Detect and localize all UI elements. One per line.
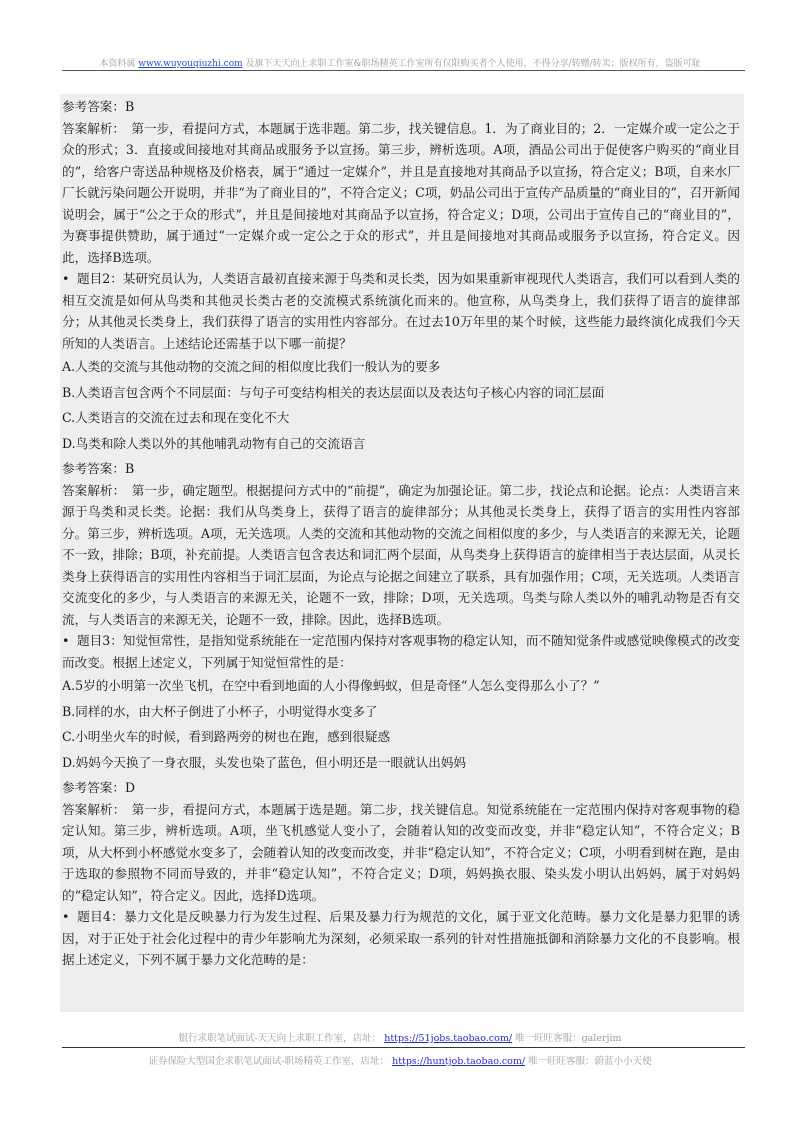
- header-divider: [62, 70, 745, 71]
- header-site-link[interactable]: www.wuyouqiuzhi.com: [138, 59, 243, 69]
- q4-stem: • 题目4：暴力文化是反映暴力行为发生过程、后果及暴力行为规范的文化，属于亚文化范畴。暴力文化是暴力犯罪的诱因，对于正处于社会化过程中的青少年影响尤为深刻，必须采取一系列的针对性措施抵御和消除暴力文化的不良影响。根据上述定义，下列不属于暴力文化范畴的是：: [62, 906, 740, 971]
- bullet-icon: •: [62, 271, 70, 286]
- q3-analysis: 答案解析： 第一步，看提问方式，本题属于选是题。第二步，找关键信息。知觉系统能在一定范围内保持对客观事物的稳定认知。第三步，辨析选项。A项，坐飞机感觉人变小了，会随着认知的改变而改变，并非“稳定认知”，不符合定义；B项，从大杯到小杯感觉水变多了，会随着认知的改变而改变，并非“稳定认知”，不符合定义；C项，小明看到树在跑，是由于选取的参照物不同而导致的，并非“稳定认知”，不符合定义；D项，妈妈换衣服、染头发小明认出妈妈，属于对妈妈的“稳定认知”，符合定义。因此，选择D选项。: [62, 801, 740, 903]
- footer-shop1-label: 银行求职笔试面试-天天向上求职工作室，店址：: [178, 1033, 382, 1044]
- q3-stem: • 题目3：知觉恒常性，是指知觉系统能在一定范围内保持对客观事物的稳定认知，而不随知觉条件或感觉映像模式的改变而改变。根据上述定义，下列属于知觉恒常性的是：: [62, 630, 740, 673]
- q3-option-b: B.同样的水，由大杯子倒进了小杯子，小明觉得水变多了: [62, 703, 378, 719]
- page-header: [0, 56, 800, 69]
- q2-option-d: D.鸟类和除人类以外的其他哺乳动物有自己的交流语言: [62, 435, 366, 451]
- footer-shop2-service: 唯一旺旺客服：蔚蓝小小天使: [528, 1056, 652, 1067]
- q2-stem: • 题目2：某研究员认为，人类语言最初直接来源于鸟类和灵长类，因为如果重新审视现代人类语言，我们可以看到人类的相互交流是如何从鸟类和其他灵长类古老的交流模式系统演化而来的。他宣称，从鸟类身上，我们获得了语言的旋律部分；从其他灵长类身上，我们获得了语言的实用性内容部分。在过去10万年里的某个时候，这些能力最终演化成我们今天所知的人类语言。上述结论还需基于以下哪一前提？: [62, 268, 740, 354]
- q1-analysis: 答案解析： 第一步，看提问方式，本题属于选非题。第二步，找关键信息。1．为了商业目的；2．一定媒介或一定公之于众的形式；3．直接或间接地对其商品或服务予以宣扬。第三步，辨析选项。A项，酒品公司出于促使客户购买的“商业目的”，给客户寄送品种规格及价格表，属于“通过一定媒介”，并且是直接地对其商品予以宣扬，符合定义；B项，自来水厂厂长就污染问题公开说明，并非“为了商业目的”，不符合定义；C项，奶品公司出于宣传产品质量的“商业目的”，召开新闻说明会，属于“公之于众的形式”，并且是间接地对其商品予以宣扬，符合定义；D项，公司出于宣传自己的“商业目的”，为赛事提供赞助，属于通过“一定媒介或一定公之于众的形式”，并且是间接地对其商品或服务予以宣扬，符合定义。因此，选择B选项。: [62, 120, 740, 265]
- footer-shop1-link[interactable]: https://51jobs.taobao.com/: [384, 1033, 513, 1044]
- footer-shop2-label: 证券保险大型国企求职笔试面试-职场精英工作室，店址：: [148, 1056, 390, 1067]
- footer-shop1-service: 唯一旺旺客服：galerjim: [515, 1033, 622, 1044]
- document-body: [60, 94, 744, 1012]
- q2-option-a: A.人类的交流与其他动物的交流之间的相似度比我们一般认为的要多: [62, 359, 441, 374]
- footer-shop2-link[interactable]: https://huntjob.taobao.com/: [392, 1056, 526, 1067]
- q3-option-d: D.妈妈今天换了一身衣服，头发也染了蓝色，但小明还是一眼就认出妈妈: [62, 754, 467, 770]
- header-notice: 及旗下天天向上求职工作室&职场精英工作室所有仅限购买者个人使用，不得分享/转赠/转卖；版权所有，盗版可耻: [245, 59, 701, 69]
- bullet-icon: •: [62, 633, 70, 648]
- q3-option-c: C.小明坐火车的时候，看到路两旁的树也在跑，感到很疑惑: [62, 729, 391, 744]
- q2-answer: 参考答案：B: [62, 461, 135, 476]
- q2-option-c: C.人类语言的交流在过去和现在变化不大: [62, 410, 290, 425]
- q1-answer: 参考答案：B: [62, 99, 135, 114]
- q2-option-b: B.人类语言包含两个不同层面：与句子可变结构相关的表达层面以及表达句子核心内容的词汇层面: [62, 384, 605, 400]
- header-prefix: 本资料属: [99, 59, 136, 69]
- footer-line-1: [0, 1030, 800, 1044]
- bullet-icon: •: [62, 909, 70, 924]
- q3-option-a: A.5岁的小明第一次坐飞机，在空中看到地面的人小得像蚂蚁，但是奇怪“人怎么变得那么小了？”: [62, 678, 600, 693]
- footer-line-2: [0, 1053, 800, 1067]
- q3-answer: 参考答案：D: [62, 780, 136, 795]
- footer-divider: [62, 1047, 745, 1048]
- q2-analysis: 答案解析： 第一步，确定题型。根据提问方式中的“前提”，确定为加强论证。第二步，找论点和论据。论点：人类语言来源于鸟类和灵长类。论据：我们从鸟类身上，获得了语言的旋律部分；从其他灵长类身上，获得了语言的实用性内容部分。第三步，辨析选项。A项，无关选项。人类的交流和其他动物的交流之间相似度的多少，与人类语言的来源无关，论题不一致，排除；B项，补充前提。人类语言包含表达和词汇两个层面，从鸟类身上获得语言的旋律相当于表达层面，从灵长类身上获得语言的实用性内容相当于词汇层面，为论点与论据之间建立了联系，具有加强作用；C项，无关选项。人类语言交流变化的多少，与人类语言的来源无关，论题不一致，排除；D项，无关选项。鸟类与除人类以外的哺乳动物是否有交流，与人类语言的来源无关，论题不一致，排除。因此，选择B选项。: [62, 482, 740, 627]
